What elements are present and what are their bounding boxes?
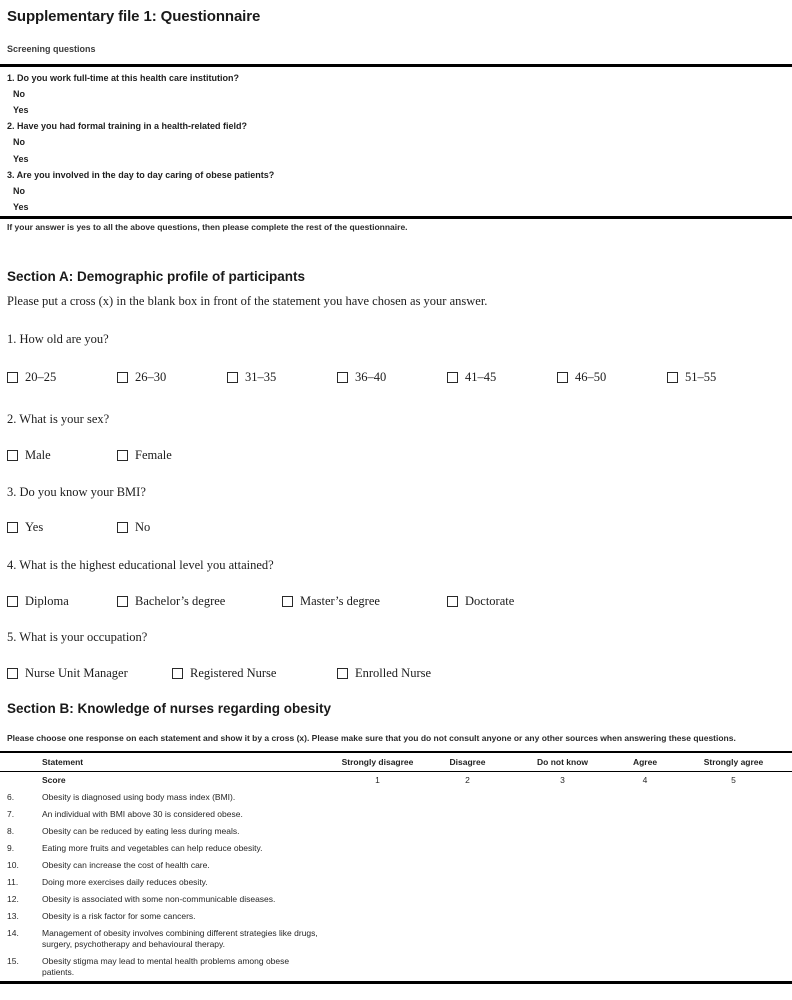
checkbox[interactable]: [117, 372, 128, 383]
response-cell[interactable]: [330, 857, 425, 874]
checkbox[interactable]: [117, 522, 128, 533]
screening-option-yes[interactable]: Yes: [13, 153, 29, 164]
response-cell[interactable]: [675, 840, 792, 857]
response-cell[interactable]: [675, 953, 792, 983]
screening-questions: [0, 67, 792, 217]
checkbox-option: [282, 594, 447, 609]
table-row: [0, 823, 792, 840]
response-cell[interactable]: [615, 891, 675, 908]
response-cell[interactable]: [330, 806, 425, 823]
row-number: 11.: [7, 877, 19, 888]
statement-cell: Obesity stigma may lead to mental health problems among obese patients.: [42, 956, 290, 978]
response-cell[interactable]: [510, 874, 615, 891]
col-header-strongly-disagree: Strongly disagree: [330, 752, 425, 771]
checkbox-option: [117, 520, 150, 535]
row-number: 13.: [7, 911, 19, 922]
response-cell[interactable]: [510, 908, 615, 925]
col-header-agree: Agree: [615, 752, 675, 771]
table-row: [0, 908, 792, 925]
response-cell[interactable]: [510, 840, 615, 857]
response-cell[interactable]: [425, 925, 510, 953]
statement-cell: An individual with BMI above 30 is considered obese.: [42, 809, 243, 820]
response-cell[interactable]: [510, 953, 615, 983]
section-a-instruction: Please put a cross (x) in the blank box in front of the statement you have chosen as your answer.: [7, 293, 488, 308]
response-cell[interactable]: [510, 891, 615, 908]
response-cell[interactable]: [510, 925, 615, 953]
response-cell[interactable]: [675, 925, 792, 953]
checkbox-option: [447, 594, 514, 609]
row-number: 7.: [7, 809, 15, 820]
table-row: [0, 891, 792, 908]
option-label: Bachelor’s degree: [135, 593, 226, 608]
divider: [0, 216, 792, 219]
response-cell[interactable]: [510, 789, 615, 806]
response-cell[interactable]: [615, 806, 675, 823]
option-label: 51–55: [685, 369, 717, 384]
screening-question: 2. Have you had formal training in a health-related field?: [7, 121, 248, 132]
response-cell[interactable]: [330, 840, 425, 857]
checkbox-option: [7, 594, 117, 609]
response-cell[interactable]: [330, 891, 425, 908]
score-cell: 3: [560, 774, 565, 785]
response-cell[interactable]: [425, 953, 510, 983]
response-cell[interactable]: [330, 823, 425, 840]
checkbox-option: [7, 370, 117, 385]
option-label: 41–45: [465, 369, 497, 384]
checkbox[interactable]: [282, 596, 293, 607]
score-label: Score: [42, 774, 66, 785]
row-number: 6.: [7, 792, 15, 803]
checkbox[interactable]: [7, 596, 18, 607]
response-cell[interactable]: [425, 840, 510, 857]
response-cell[interactable]: [675, 789, 792, 806]
question-bmi: 3. Do you know your BMI?: [7, 484, 146, 499]
score-cell: 5: [731, 774, 736, 785]
screening-note: If your answer is yes to all the above questions, then please complete the rest of the questionnaire.: [7, 221, 408, 232]
checkbox-option: [7, 666, 172, 681]
checkbox-option: [337, 666, 431, 681]
response-cell[interactable]: [510, 806, 615, 823]
score-cell: 1: [375, 774, 380, 785]
response-cell[interactable]: [615, 925, 675, 953]
checkbox-option: [227, 370, 337, 385]
option-label: Diploma: [25, 593, 69, 608]
col-header-disagree: Disagree: [425, 752, 510, 771]
response-cell[interactable]: [330, 908, 425, 925]
option-label: 36–40: [355, 369, 387, 384]
checkbox[interactable]: [7, 522, 18, 533]
option-label: Registered Nurse: [190, 665, 277, 680]
response-cell[interactable]: [615, 823, 675, 840]
screening-heading: Screening questions: [7, 44, 96, 54]
response-cell[interactable]: [675, 823, 792, 840]
response-cell[interactable]: [330, 925, 425, 953]
table-row: [0, 840, 792, 857]
checkbox[interactable]: [7, 450, 18, 461]
response-cell[interactable]: [425, 908, 510, 925]
response-cell[interactable]: [615, 857, 675, 874]
table-row: [0, 806, 792, 823]
statement-cell: Obesity can increase the cost of health care.: [42, 860, 210, 871]
checkbox[interactable]: [172, 668, 183, 679]
row-number: 14.: [7, 928, 19, 939]
section-a-heading: Section A: Demographic profile of participants: [7, 268, 306, 284]
table-row: [0, 874, 792, 891]
section-b-heading: Section B: Knowledge of nurses regarding obesity: [7, 700, 332, 716]
response-cell[interactable]: [425, 857, 510, 874]
checkbox[interactable]: [117, 596, 128, 607]
option-label: Doctorate: [465, 593, 515, 608]
statement-cell: Management of obesity involves combining different strategies like drugs, surgery, psychotherapy and behavioural therapy.: [42, 928, 318, 950]
response-cell[interactable]: [330, 953, 425, 983]
options-row-bmi: [0, 520, 792, 535]
score-spacer: [0, 771, 42, 789]
response-cell[interactable]: [615, 840, 675, 857]
option-label: Master’s degree: [300, 593, 380, 608]
checkbox[interactable]: [227, 372, 238, 383]
screening-question: 3. Are you involved in the day to day caring of obese patients?: [7, 169, 275, 180]
statement-cell: Obesity is a risk factor for some cancers.: [42, 911, 196, 922]
section-b-instruction: Please choose one response on each statement and show it by a cross (x). Please make sure that you do not consult anyone or any other sources when answering these questions.: [7, 732, 736, 743]
checkbox-option: [667, 370, 716, 385]
response-cell[interactable]: [675, 908, 792, 925]
screening-option-yes[interactable]: Yes: [13, 104, 29, 115]
response-cell[interactable]: [425, 806, 510, 823]
screening-option-yes[interactable]: Yes: [13, 202, 29, 213]
score-cell: 4: [642, 774, 648, 785]
checkbox-option: [117, 594, 282, 609]
response-cell[interactable]: [425, 823, 510, 840]
option-label: 20–25: [25, 369, 57, 384]
option-label: 26–30: [135, 369, 167, 384]
statement-cell: Obesity is diagnosed using body mass index (BMI).: [42, 792, 236, 803]
response-cell[interactable]: [510, 857, 615, 874]
col-header-do-not-know: Do not know: [510, 752, 615, 771]
response-cell[interactable]: [615, 908, 675, 925]
response-cell[interactable]: [425, 874, 510, 891]
question-sex: 2. What is your sex?: [7, 411, 110, 426]
checkbox-option: [172, 666, 337, 681]
response-cell[interactable]: [425, 891, 510, 908]
response-cell[interactable]: [615, 789, 675, 806]
option-label: 31–35: [245, 369, 277, 384]
checkbox-option: [117, 448, 172, 463]
row-number: 8.: [7, 826, 15, 837]
option-label: 46–50: [575, 369, 607, 384]
checkbox[interactable]: [7, 372, 18, 383]
screening-option-no[interactable]: No: [13, 185, 25, 196]
question-occupation: 5. What is your occupation?: [7, 629, 148, 644]
knowledge-table: [0, 751, 792, 984]
checkbox[interactable]: [447, 596, 458, 607]
response-cell[interactable]: [675, 806, 792, 823]
checkbox-option: [7, 448, 117, 463]
checkbox[interactable]: [557, 372, 568, 383]
options-row-education: [0, 594, 792, 609]
response-cell[interactable]: [330, 874, 425, 891]
option-label: Enrolled Nurse: [355, 665, 432, 680]
option-label: No: [135, 519, 151, 534]
table-row: [0, 925, 792, 953]
screening-question: 1. Do you work full-time at this health care institution?: [7, 72, 240, 83]
checkbox[interactable]: [337, 668, 348, 679]
response-cell[interactable]: [675, 891, 792, 908]
checkbox[interactable]: [667, 372, 678, 383]
response-cell[interactable]: [425, 789, 510, 806]
option-label: Female: [135, 447, 172, 462]
table-row: [0, 789, 792, 806]
row-number: 9.: [7, 843, 15, 854]
header-spacer: [0, 752, 42, 771]
options-row-occupation: [0, 666, 792, 681]
option-label: Yes: [25, 519, 44, 534]
options-row-sex: [0, 448, 792, 463]
options-row-age: [0, 370, 792, 385]
option-label: Nurse Unit Manager: [25, 665, 128, 680]
row-number: 15.: [7, 956, 19, 967]
screening-option-no[interactable]: No: [13, 88, 25, 99]
checkbox[interactable]: [447, 372, 458, 383]
statement-cell: Obesity is associated with some non-communicable diseases.: [42, 894, 276, 905]
row-number: 12.: [7, 894, 19, 905]
table-header-row: [0, 752, 792, 771]
response-cell[interactable]: [675, 874, 792, 891]
table-row: [0, 953, 792, 983]
statement-cell: Eating more fruits and vegetables can help reduce obesity.: [42, 843, 263, 854]
response-cell[interactable]: [615, 953, 675, 983]
checkbox-option: [337, 370, 447, 385]
score-cell: 2: [465, 774, 470, 785]
statement-cell: Doing more exercises daily reduces obesity.: [42, 877, 208, 888]
row-number: 10.: [7, 860, 19, 871]
checkbox[interactable]: [7, 668, 18, 679]
table-row: [0, 857, 792, 874]
response-cell[interactable]: [675, 857, 792, 874]
question-education: 4. What is the highest educational level you attained?: [7, 557, 274, 572]
question-age: 1. How old are you?: [7, 331, 109, 346]
checkbox-option: [7, 520, 117, 535]
checkbox-option: [557, 370, 667, 385]
score-row: [0, 771, 792, 789]
col-header-strongly-agree: Strongly agree: [675, 752, 792, 771]
checkbox-option: [447, 370, 557, 385]
col-header-statement: Statement: [42, 752, 330, 771]
option-label: Male: [25, 447, 51, 462]
statement-cell: Obesity can be reduced by eating less during meals.: [42, 826, 240, 837]
screening-option-no[interactable]: No: [13, 137, 25, 148]
checkbox[interactable]: [337, 372, 348, 383]
response-cell[interactable]: [330, 789, 425, 806]
response-cell[interactable]: [615, 874, 675, 891]
page-title: Supplementary file 1: Questionnaire: [7, 8, 261, 25]
response-cell[interactable]: [510, 823, 615, 840]
checkbox[interactable]: [117, 450, 128, 461]
checkbox-option: [117, 370, 227, 385]
